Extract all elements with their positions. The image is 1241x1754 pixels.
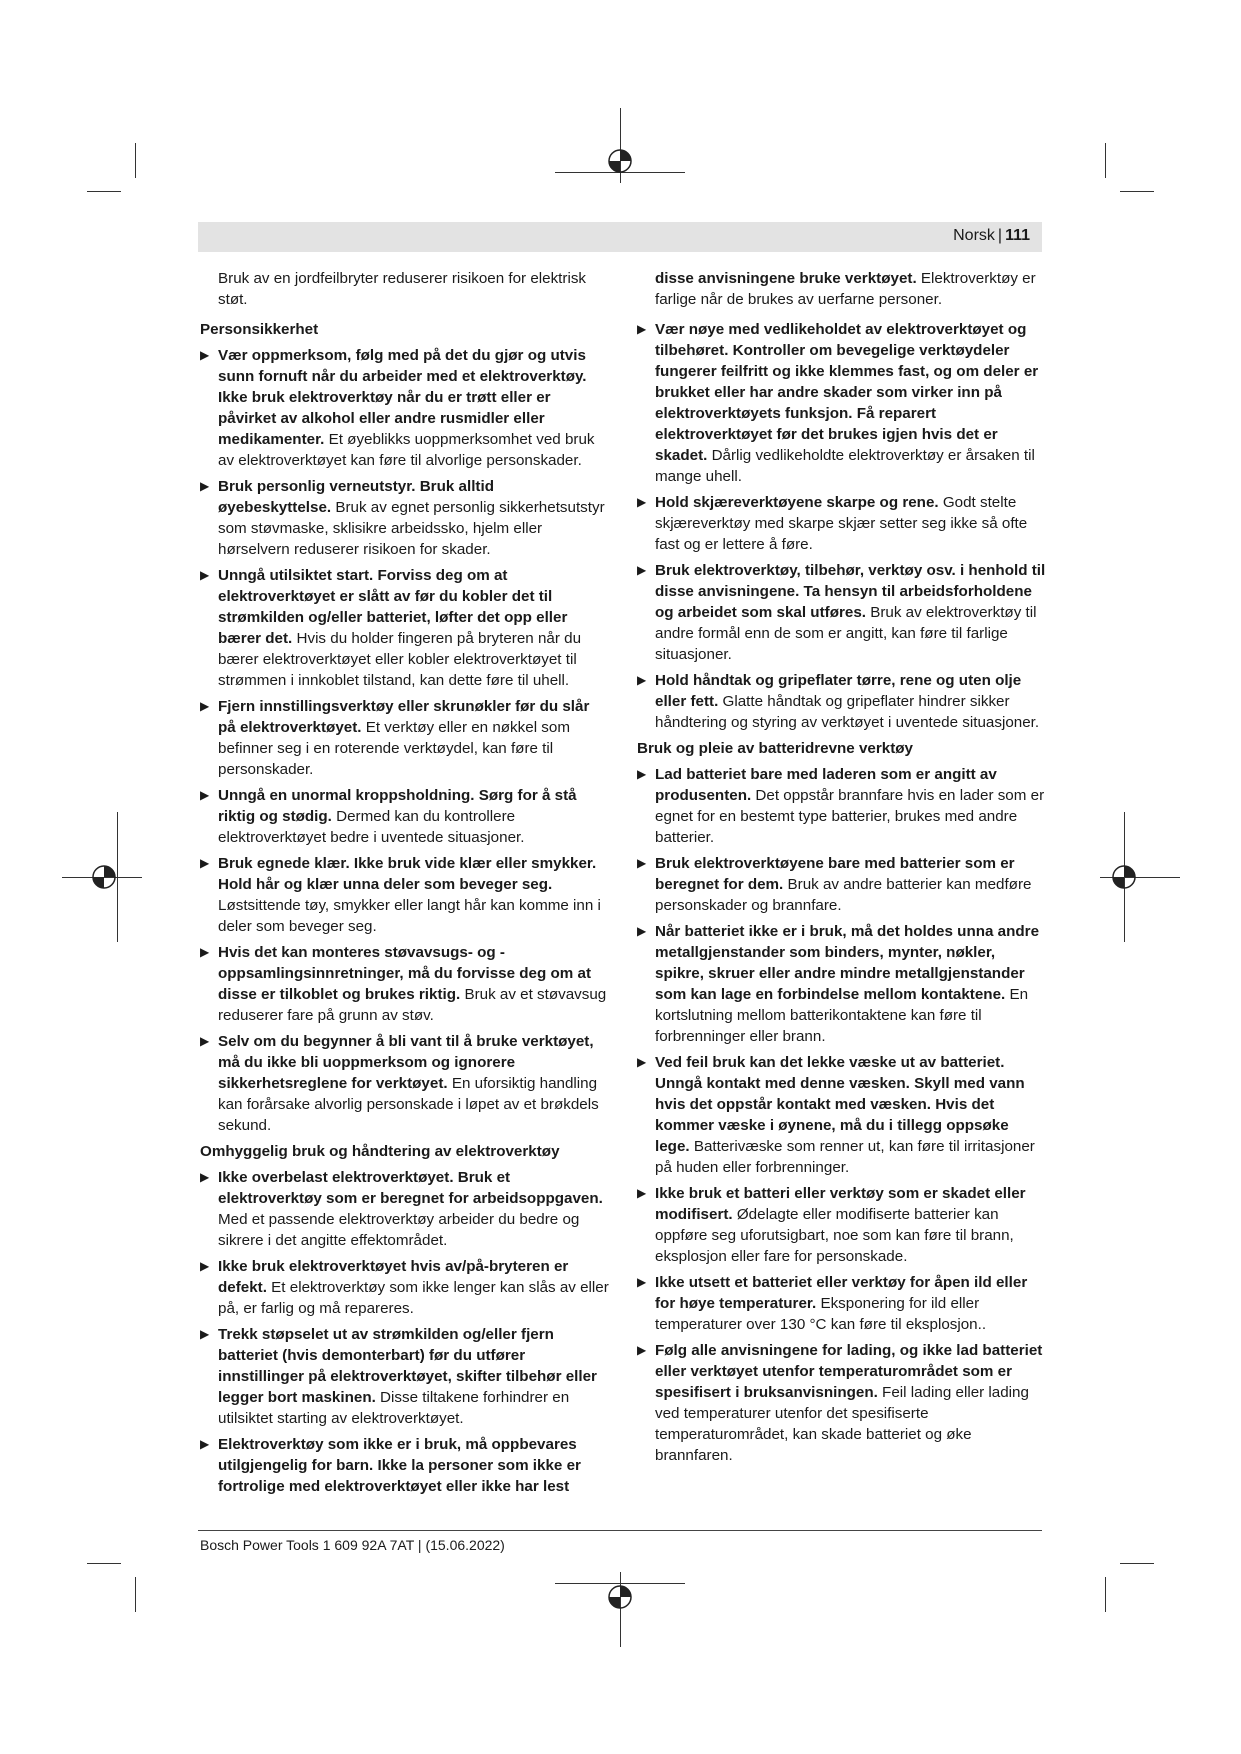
crop-mark	[1120, 191, 1154, 192]
bullet-arrow-icon: ▶	[200, 1034, 210, 1048]
list-item	[200, 1434, 610, 1497]
item-explanation-text: Med et passende elektroverktøy arbeider du bedre og sikrere i det angitte effektområdet.	[218, 1211, 580, 1249]
item-warning-text: Lad batteriet bare med laderen som er angitt av produsenten.	[655, 766, 997, 804]
item-warning-text: Bruk elektroverktøyene bare med batterier som er beregnet for dem.	[655, 855, 1015, 893]
bullet-arrow-icon: ▶	[200, 945, 210, 959]
list-item	[637, 1272, 1047, 1335]
item-warning-text: Bruk personlig verneutstyr. Bruk alltid øyebeskyttelse.	[218, 478, 494, 516]
item-warning-text: Ikke utsett et batteriet eller verktøy for åpen ild eller for høye temperaturer.	[655, 1274, 1028, 1312]
list-item	[200, 853, 610, 937]
bullet-arrow-icon: ▶	[637, 495, 647, 509]
header-separator: |	[997, 227, 1003, 244]
item-warning-text: Følg alle anvisningene for lading, og ikke lad batteriet eller verktøyet utenfor temperaturområdet som er spesifisert i bruksanvisningen.	[655, 1342, 1043, 1401]
item-warning-text: Hold skjæreverktøyene skarpe og rene.	[655, 494, 939, 511]
item-warning-text: Vær nøye med vedlikeholdet av elektroverktøyet og tilbehøret. Kontroller om bevegelige verktøydeler fungerer feilfritt og ikke klemmes fast, og om deler er brukket eller har andre skader som virker inn på elektroverktøyets funksjon. Få reparert elektroverktøyet før det brukes igjen hvis det er skadet.	[655, 321, 1039, 464]
item-explanation-text: Et verktøy eller en nøkkel som befinner seg i en roterende verktøydel, kan føre til personskader.	[218, 719, 570, 778]
item-explanation-text: Dermed kan du kontrollere elektroverktøyet bedre i uventede situasjoner.	[218, 808, 525, 846]
item-warning-text: Ikke bruk elektroverktøyet hvis av/på-bryteren er defekt.	[218, 1258, 569, 1296]
list-item	[637, 319, 1047, 487]
bullet-arrow-icon: ▶	[637, 1275, 647, 1289]
item-explanation-text: Det oppstår brannfare hvis en lader som er egnet for en bestemt type batterier, brukes med andre batterier.	[655, 787, 1045, 846]
item-explanation-text: Eksponering for ild eller temperaturer over 130 °C kan føre til eksplosjon..	[655, 1295, 987, 1333]
bullet-arrow-icon: ▶	[200, 699, 210, 713]
list-item	[637, 1340, 1047, 1466]
registration-mark-icon	[606, 147, 634, 175]
bullet-arrow-icon: ▶	[637, 1343, 647, 1357]
item-warning-text: Unngå en unormal kroppsholdning. Sørg for å stå riktig og stødig.	[218, 787, 577, 825]
page-header	[198, 222, 1042, 252]
item-explanation-text: Et øyeblikks uoppmerksomhet ved bruk av elektroverktøyet kan føre til alvorlige personskader.	[218, 431, 595, 469]
bullet-arrow-icon: ▶	[637, 856, 647, 870]
item-explanation-text: Disse tiltakene forhindrer en utilsiktet starting av elektroverktøyet.	[218, 1389, 570, 1427]
item-warning-text: Ved feil bruk kan det lekke væske ut av batteriet. Unngå kontakt med denne væsken. Skyll med vann hvis det oppstår kontakt med væsken. Hvis det kommer væske i øynene, må du i tillegg oppsøke lege.	[655, 1054, 1025, 1155]
list-item	[200, 1324, 610, 1429]
bullet-arrow-icon: ▶	[637, 322, 647, 336]
list-item	[637, 1052, 1047, 1178]
list-item	[637, 764, 1047, 848]
crop-mark	[135, 1577, 136, 1612]
item-explanation-text: Bruk av andre batterier kan medføre personskader og brannfare.	[655, 876, 1032, 914]
list-item	[637, 670, 1047, 733]
item-warning-text: Ikke overbelast elektroverktøyet. Bruk et elektroverktøy som er beregnet for arbeidsoppgaven.	[218, 1169, 603, 1207]
item-explanation-text: Bruk av elektroverktøy til andre formål enn de som er angitt, kan føre til farlige situasjoner.	[655, 604, 1037, 663]
item-warning-text: Hvis det kan monteres støvavsugs- og -oppsamlingsinnretninger, må du forvisse deg om at disse er tilkoblet og brukes riktig.	[218, 944, 592, 1003]
header-label	[953, 227, 1030, 245]
bullet-arrow-icon: ▶	[200, 856, 210, 870]
list-item	[200, 785, 610, 848]
registration-mark-icon	[90, 863, 118, 891]
bullet-arrow-icon: ▶	[200, 1259, 210, 1273]
crop-mark	[87, 191, 121, 192]
item-explanation-text: En kortslutning mellom batterikontaktene kan føre til forbrenninger eller brann.	[655, 986, 1029, 1045]
bullet-arrow-icon: ▶	[200, 1327, 210, 1341]
item-explanation-text: Godt stelte skjæreverktøy med skarpe skjær setter seg ikke så ofte fast og er lettere å føre.	[655, 494, 1028, 553]
crop-mark	[1120, 1563, 1154, 1564]
left-sections	[200, 319, 610, 1497]
bullet-arrow-icon: ▶	[200, 348, 210, 362]
item-explanation-text: Hvis du holder fingeren på bryteren når du bærer elektroverktøyet eller kobler elektroverktøyet til strømmen i innkoblet tilstand, kan dette føre til uhell.	[218, 630, 582, 689]
list-item	[200, 1167, 610, 1251]
item-explanation-text: Bruk av et støvavsug reduserer fare på grunn av støv.	[218, 986, 607, 1024]
footer-rule	[198, 1530, 1042, 1531]
right-intro-text: Elektroverktøy er farlige når de brukes av uerfarne personer.	[655, 270, 1036, 308]
bullet-arrow-icon: ▶	[200, 479, 210, 493]
item-warning-text: Trekk støpselet ut av strømkilden og/eller fjern batteriet (hvis demonterbart) før du utfører innstillinger på elektroverktøyet, skifter tilbehør eller legger bort maskinen.	[218, 1326, 597, 1406]
list-item	[637, 921, 1047, 1047]
crop-mark	[1105, 1577, 1106, 1612]
registration-mark-icon	[1110, 863, 1138, 891]
right-intro-bold: disse anvisningene bruke verktøyet.	[655, 270, 917, 287]
page-number: 111	[1005, 227, 1030, 244]
bullet-arrow-icon: ▶	[200, 1437, 210, 1451]
item-warning-text: Bruk egnede klær. Ikke bruk vide klær eller smykker. Hold hår og klær unna deler som beveger seg.	[218, 855, 597, 893]
item-warning-text: Bruk elektroverktøy, tilbehør, verktøy osv. i henhold til disse anvisningene. Ta hensyn til arbeidsforholdene og arbeidet som skal utføres.	[655, 562, 1046, 621]
item-explanation-text: Løstsittende tøy, smykker eller langt hår kan komme inn i deler som beveger seg.	[218, 897, 601, 935]
item-explanation-text: Ødelagte eller modifiserte batterier kan oppføre seg uforutsigbart, noe som kan føre til brann, eksplosjon eller fare for personskade.	[655, 1206, 1014, 1265]
right-column	[637, 268, 1047, 1471]
right-sections	[637, 319, 1047, 1466]
item-explanation-text: Dårlig vedlikeholdte elektroverktøy er årsaken til mange uhell.	[655, 447, 1035, 485]
bullet-arrow-icon: ▶	[637, 673, 647, 687]
list-item	[200, 696, 610, 780]
item-warning-text: Elektroverktøy som ikke er i bruk, må oppbevares utilgjengelig for barn. Ikke la personer som ikke er fortrolige med elektroverktøyet eller ikke har lest	[218, 1436, 581, 1495]
right-intro	[637, 268, 1047, 310]
item-explanation-text: Feil lading eller lading ved temperaturer utenfor det spesifiserte temperaturområdet, kan skade batteriet og øke brannfaren.	[655, 1384, 1029, 1464]
list-item	[637, 492, 1047, 555]
item-explanation-text: En uforsiktig handling kan forårsake alvorlig personskade i løpet av et brøkdels sekund.	[218, 1075, 599, 1134]
list-item	[200, 1031, 610, 1136]
header-language: Norsk	[953, 227, 995, 244]
list-item	[200, 476, 610, 560]
item-warning-text: Ikke bruk et batteri eller verktøy som er skadet eller modifisert.	[655, 1185, 1026, 1223]
item-warning-text: Når batteriet ikke er i bruk, må det holdes unna andre metallgjenstander som binders, mynter, nøkler, spikre, skruer eller andre mindre metallgjenstander som kan lage en forbindelse mellom kontaktene.	[655, 923, 1040, 1003]
item-warning-text: Selv om du begynner å bli vant til å bruke verktøyet, må du ikke bli uoppmerksom og ignorere sikkerhetsreglene for verktøyet.	[218, 1033, 594, 1092]
bullet-arrow-icon: ▶	[637, 1186, 647, 1200]
list-item	[637, 1183, 1047, 1267]
item-explanation-text: Batterivæske som renner ut, kan føre til irritasjoner på huden eller forbrenninger.	[655, 1138, 1035, 1176]
item-warning-text: Hold håndtak og gripeflater tørre, rene og uten olje eller fett.	[655, 672, 1022, 710]
bullet-arrow-icon: ▶	[637, 1055, 647, 1069]
item-warning-text: Fjern innstillingsverktøy eller skrunøkler før du slår på elektroverktøyet.	[218, 698, 590, 736]
list-item	[200, 345, 610, 471]
list-item	[637, 560, 1047, 665]
item-explanation-text: Glatte håndtak og gripeflater hindrer sikker håndtering og styring av verktøyet i uventede situasjoner.	[655, 693, 1040, 731]
item-explanation-text: Bruk av egnet personlig sikkerhetsutstyr som støvmaske, sklisikre arbeidssko, hjelm eller hørselvern reduserer risikoen for skader.	[218, 499, 605, 558]
bullet-arrow-icon: ▶	[200, 568, 210, 582]
item-explanation-text: Et elektroverktøy som ikke lenger kan slås av eller på, er farlig og må repareres.	[218, 1279, 609, 1317]
bullet-arrow-icon: ▶	[637, 563, 647, 577]
item-warning-text: Vær oppmerksom, følg med på det du gjør og utvis sunn fornuft når du arbeider med et elektroverktøy. Ikke bruk elektroverktøy når du er trøtt eller er påvirket av alkohol eller andre rusmidler eller medikamenter.	[218, 347, 587, 448]
item-warning-text: Unngå utilsiktet start. Forviss deg om at elektroverktøyet er slått av før du kobler det til strømkilden og/eller batteriet, løfter det opp eller bærer det.	[218, 567, 568, 647]
list-item	[637, 853, 1047, 916]
list-item	[200, 942, 610, 1026]
bullet-arrow-icon: ▶	[200, 788, 210, 802]
footer-text: Bosch Power Tools 1 609 92A 7AT | (15.06.2022)	[200, 1537, 505, 1553]
registration-mark-icon	[606, 1583, 634, 1611]
crop-mark	[135, 143, 136, 178]
bullet-arrow-icon: ▶	[200, 1170, 210, 1184]
crop-mark	[87, 1563, 121, 1564]
left-column	[200, 268, 610, 1502]
list-item	[200, 565, 610, 691]
bullet-arrow-icon: ▶	[637, 924, 647, 938]
list-item	[200, 1256, 610, 1319]
left-intro: Bruk av en jordfeilbryter reduserer risikoen for elektrisk støt.	[218, 270, 587, 308]
section-heading: Personsikkerhet	[200, 321, 319, 338]
section-heading: Bruk og pleie av batteridrevne verktøy	[637, 740, 914, 757]
crop-mark	[1105, 143, 1106, 178]
bullet-arrow-icon: ▶	[637, 767, 647, 781]
section-heading: Omhyggelig bruk og håndtering av elektroverktøy	[200, 1143, 560, 1160]
